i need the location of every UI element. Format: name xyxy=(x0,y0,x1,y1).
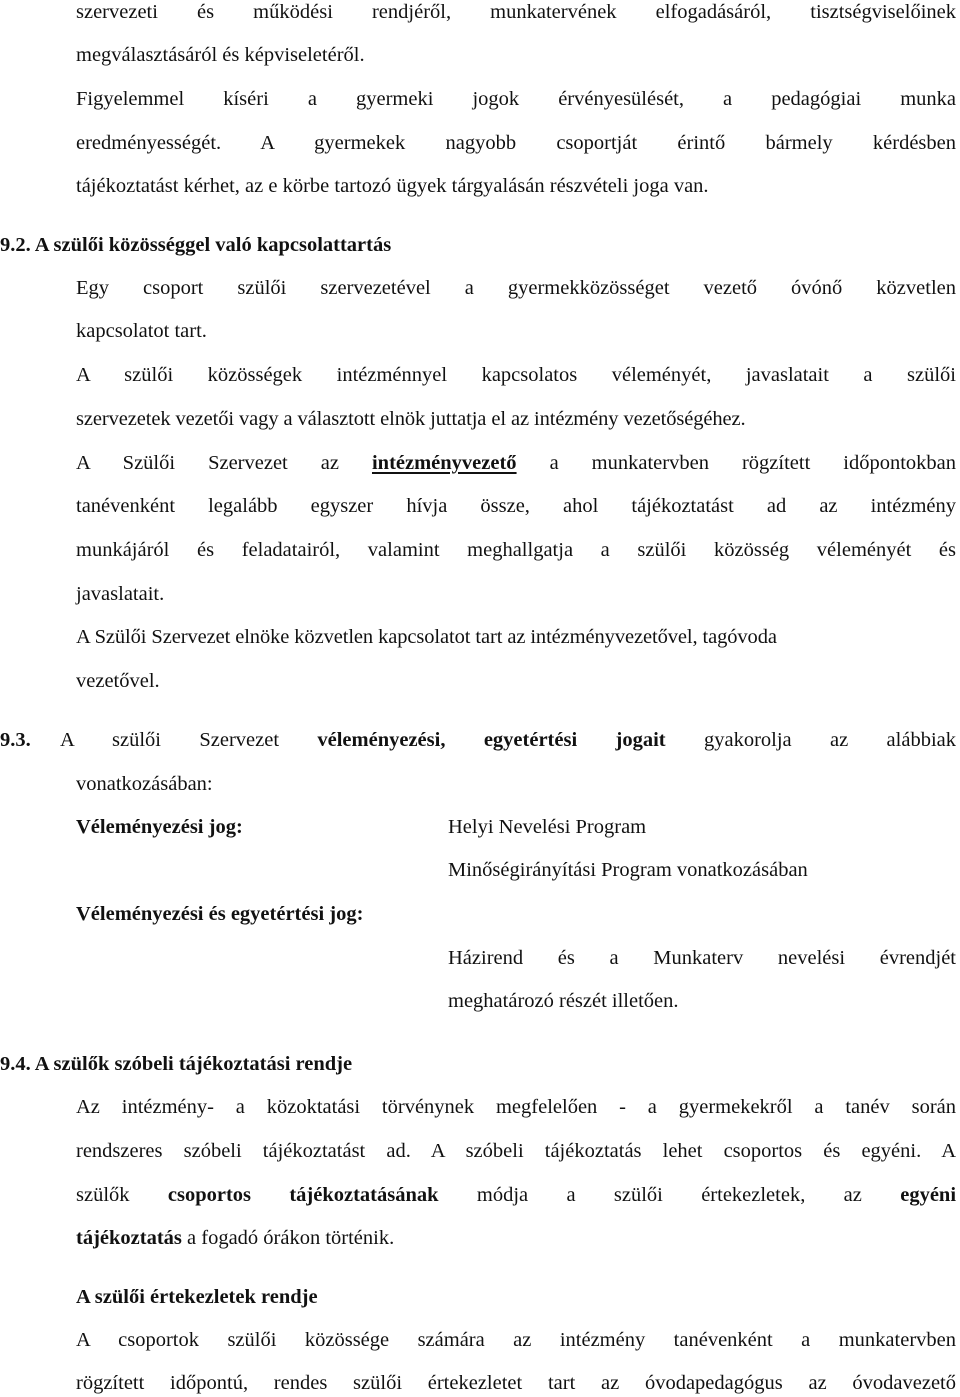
label-velemenyezesi-jog: Véleményezési jog: xyxy=(76,816,243,838)
text-line: eredményességét. A gyermekek nagyobb csoportját érintő bármely kérdésben xyxy=(76,132,956,154)
section-heading-9-2: 9.2. A szülői közösséggel való kapcsolattartás xyxy=(0,234,392,256)
text-line xyxy=(60,726,956,754)
text-run: a munkatervben rögzített időpontokban xyxy=(549,452,957,474)
text-run: szülők xyxy=(76,1184,130,1206)
emphasis-csoportos: csoportos tájékoztatásának xyxy=(167,1184,439,1206)
text-line: tanévenként legalább egyszer hívja össze, ahol tájékoztatást ad az intézmény xyxy=(76,495,956,517)
text-line: szervezetek vezetői vagy a választott elnök juttatja el az intézmény vezetőségéhez. xyxy=(76,408,746,430)
text-line: A szülői közösségek intézménnyel kapcsolatos véleményét, javaslatait a szülői xyxy=(76,364,956,386)
emphasis-jogok: véleményezési, egyetértési jogait xyxy=(317,729,666,751)
text-run: gyakorolja az alábbiak xyxy=(703,729,956,751)
emphasis-egyeni: egyéni xyxy=(900,1184,957,1206)
text-line: A Szülői Szervezet elnöke közvetlen kapcsolatot tart az intézményvezetővel, tagóvoda xyxy=(76,626,777,648)
text-line xyxy=(76,1181,956,1209)
list-item: meghatározó részét illetően. xyxy=(448,990,679,1012)
emphasis-intezmenyvezeto: intézményvezető xyxy=(371,452,517,474)
list-item: Helyi Nevelési Program xyxy=(448,816,647,838)
text-run: módja a szülői értekezletek, az xyxy=(476,1184,862,1206)
text-line: megválasztásáról és képviseletéről. xyxy=(76,44,365,66)
list-item: Minőségirányítási Program vonatkozásában xyxy=(448,859,808,881)
text-line: vonatkozásában: xyxy=(76,773,213,795)
text-line: munkájáról és feladatairól, valamint meghallgatja a szülői közösség véleményét és xyxy=(76,539,956,561)
text-line: rögzített időpontú, rendes szülői értekezletet tart az óvodapedagógus az óvodavezető xyxy=(76,1372,956,1394)
text-run: A szülői Szervezet xyxy=(60,729,280,751)
label-velemenyezesi-es-egyetertesi-jog: Véleményezési és egyetértési jog: xyxy=(76,903,364,925)
text-line: kapcsolatot tart. xyxy=(76,320,207,342)
section-heading-9-4: 9.4. A szülők szóbeli tájékoztatási rendje xyxy=(0,1053,353,1075)
subheading-szuloi-ertekezletek: A szülői értekezletek rendje xyxy=(76,1286,318,1308)
text-line: Egy csoport szülői szervezetével a gyermekközösséget vezető óvónő közvetlen xyxy=(76,277,956,299)
text-line: vezetővel. xyxy=(76,670,160,692)
text-line: Figyelemmel kíséri a gyermeki jogok érvényesülését, a pedagógiai munka xyxy=(76,88,956,110)
section-number-9-3: 9.3. xyxy=(0,729,31,751)
list-item: Házirend és a Munkaterv nevelési évrendjét xyxy=(448,947,956,969)
text-line: Az intézmény- a közoktatási törvénynek megfelelően - a gyermekekről a tanév során xyxy=(76,1096,956,1118)
text-line: javaslatait. xyxy=(76,583,165,605)
text-run: a fogadó órákon történik. xyxy=(187,1227,395,1249)
text-line: A csoportok szülői közössége számára az intézmény tanévenként a munkatervben xyxy=(76,1329,956,1351)
text-line: rendszeres szóbeli tájékoztatást ad. A szóbeli tájékoztatás lehet csoportos és egyéni. A xyxy=(76,1140,956,1162)
emphasis-tajekoztatas: tájékoztatás xyxy=(76,1227,182,1249)
text-line: tájékoztatást kérhet, az e körbe tartozó ügyek tárgyalásán részvételi joga van. xyxy=(76,175,709,197)
text-line xyxy=(76,1224,956,1252)
text-line xyxy=(76,449,956,477)
text-line: szervezeti és működési rendjéről, munkatervének elfogadásáról, tisztségviselőinek xyxy=(76,1,956,23)
text-run: A Szülői Szervezet az xyxy=(76,452,339,474)
